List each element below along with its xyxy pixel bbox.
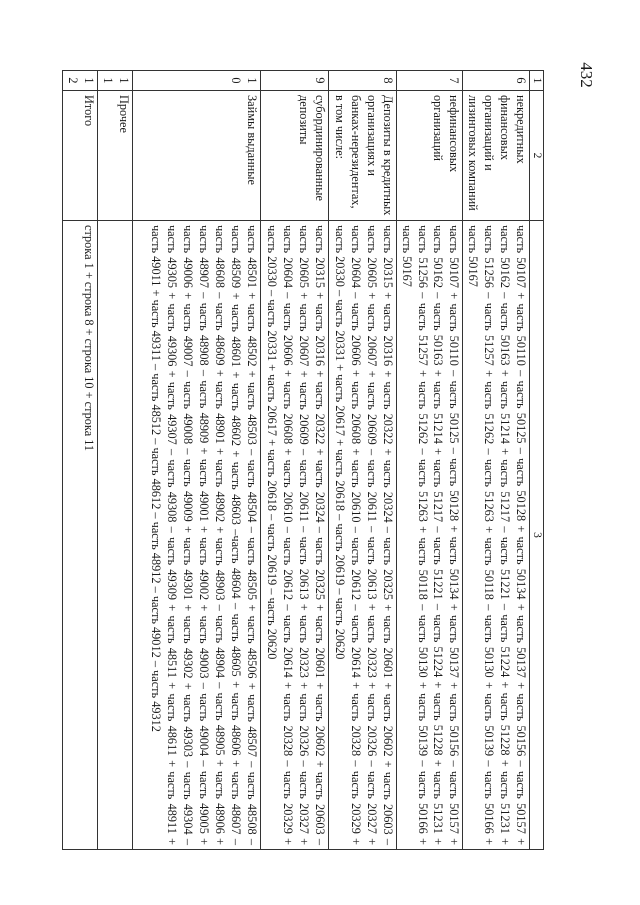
row-formula: часть 20315 + часть 20316 + часть 20322 + часть 20324 – часть 20325 + часть 20601 + часть 20602 + часть 20603 – часть 20605 + часть 20607 + часть 20609 – часть 20611 – часть 20613 + часть 20323 + часть 20326 – часть 20327 + часть 20604 – часть 20606 + часть 20608 + часть 20610 – часть 20612 – часть 20614 + часть 20328 – часть 20329 + часть 20330 – часть 20331 + часть 20617 + часть 20618 – часть 20619 – часть 20620 (328, 221, 396, 850)
header-col-2: 2 (530, 91, 544, 221)
table-header-row (530, 71, 544, 850)
row-number: 10 (132, 71, 260, 91)
row-number: 7 (396, 71, 463, 91)
table-row (63, 71, 98, 850)
row-number: 9 (260, 71, 328, 91)
rotated-table-container (66, 70, 544, 850)
row-formula (97, 221, 132, 850)
row-formula: часть 50107 + часть 50110 – часть 50125 – часть 50128 + часть 50134 + часть 50137 + часть 50156 – часть 50157 + часть 50162 – часть 50163 + часть 51214 + часть 51217 – часть 51221 – часть 51224 + часть 51228 + часть 51231 + часть 51256 – часть 51257 + часть 51262 – часть 51263 + часть 50118 – часть 50130 + часть 50139 – часть 50166 + часть 50167 (463, 221, 530, 850)
row-number: 11 (97, 71, 132, 91)
row-name: субординированные депозиты (260, 91, 328, 221)
row-number: 6 (463, 71, 530, 91)
page-number: 432 (577, 62, 596, 88)
row-name: нефинансовых организаций (396, 91, 463, 221)
row-number: 8 (328, 71, 396, 91)
row-formula: часть 48501 + часть 48502 + часть 48503 – часть 48504 – часть 48505 + часть 48506 + часть 48507 – часть 48508 – часть 48509 + часть 48601 + часть 48602 + часть 48603 –часть 48604 – часть 48605 + часть 48606 + часть 48607 – часть 48608 – часть 48609 + часть 48901 + часть 48902 + часть 48903 – часть 48904 – часть 48905 + часть 48906 + часть 48907 – часть 48908 – часть 48909 + часть 49001 + часть 49002 + часть 49003 – часть 49004 – часть 49005 + часть 49006 + часть 49007 – часть 49008 – часть 49009 + часть 49301 + часть 49302 + часть 49303 – часть 49304 – часть 49305 + часть 49306 + часть 49307 – часть 49308 – часть 49309 + часть 48511 + часть 48611 + часть 48911 + часть 49011 + часть 49311 – часть 48512 – часть 48612 – часть 48912 – часть 49012 – часть 49312 (132, 221, 260, 850)
row-name: Займы выданные (132, 91, 260, 221)
row-formula: часть 20315 + часть 20316 + часть 20322 + часть 20324 – часть 20325 + часть 20601 + часть 20602 + часть 20603 – часть 20605 + часть 20607 + часть 20609 – часть 20611 – часть 20613 + часть 20323 + часть 20326 – часть 20327 + часть 20604 – часть 20606 + часть 20608 + часть 20610 – часть 20612 – часть 20614 + часть 20328 – часть 20329 + часть 20330 – часть 20331 + часть 20617 + часть 20618 – часть 20619 – часть 20620 (260, 221, 328, 850)
row-name: Прочее (97, 91, 132, 221)
table-row (463, 71, 530, 850)
table-row (396, 71, 463, 850)
accounts-table (62, 70, 544, 850)
table-row (97, 71, 132, 850)
row-formula: строка 1 + строка 8 + строка 10 + строка 11 (63, 221, 98, 850)
row-name: Итого (63, 91, 98, 221)
row-name: Депозиты в кредитных организациях и банках-нерезидентах, в том числе: (328, 91, 396, 221)
table-row (132, 71, 260, 850)
row-name: некредитных финансовых организаций и лизинговых компаний (463, 91, 530, 221)
table-row (328, 71, 396, 850)
header-col-1: 1 (530, 71, 544, 91)
header-col-3: 3 (530, 221, 544, 850)
row-formula: часть 50107 + часть 50110 – часть 50125 – часть 50128 + часть 50134 + часть 50137 + часть 50156 – часть 50157 + часть 50162 – часть 50163 + часть 51214 + часть 51217 – часть 51221 – часть 51224 + часть 51228 + часть 51231 + часть 51256 – часть 51257 + часть 51262 – часть 51263 + часть 50118 – часть 50130 + часть 50139 – часть 50166 + часть 50167 (396, 221, 463, 850)
row-number: 12 (63, 71, 98, 91)
table-row (260, 71, 328, 850)
